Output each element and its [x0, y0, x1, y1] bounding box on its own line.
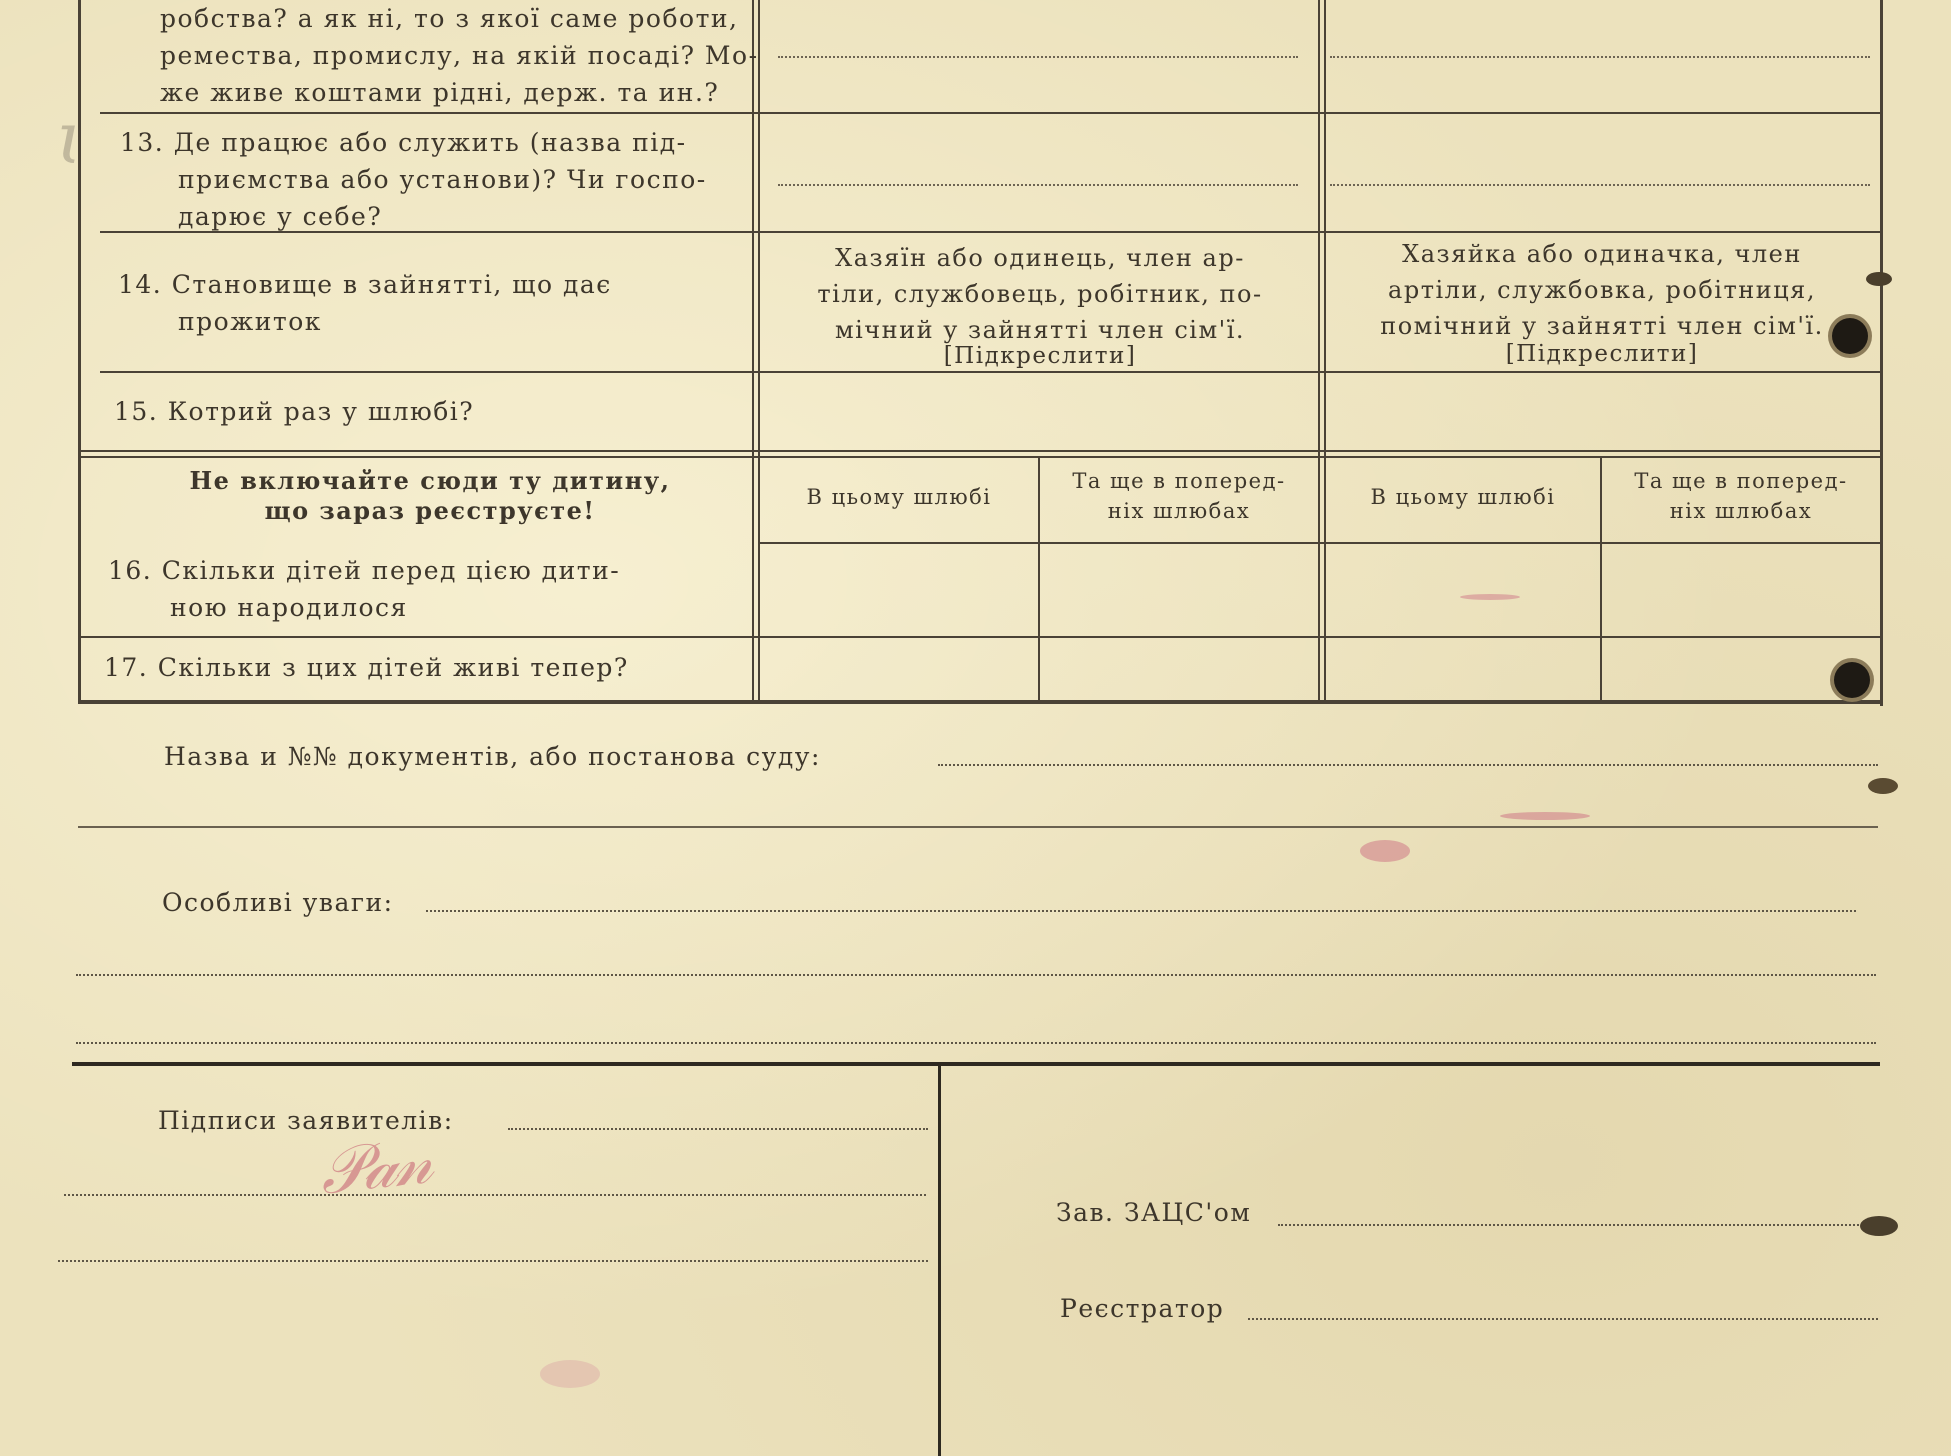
q17-male-this[interactable]	[760, 640, 1036, 698]
red-mark-2	[1500, 812, 1590, 820]
q17-label: 17. Скільки з цих дітей живі тепер?	[104, 653, 629, 682]
footer-separator	[72, 1062, 1880, 1066]
ink-spot-3	[1860, 1216, 1898, 1236]
q13-line-1: 13. Де працює або служить (назва під-	[120, 128, 687, 157]
q13-line-3: дарює у себе?	[178, 202, 383, 231]
row-rule-16	[80, 636, 1880, 638]
red-mark-4	[540, 1360, 600, 1388]
registrar-label: Реєстратор	[1060, 1294, 1225, 1323]
notes-line-2[interactable]	[76, 974, 1876, 976]
q16-line-2: ною народилося	[170, 593, 408, 622]
q16-note-line-1: Не включайте сюди ту дитину,	[189, 466, 671, 495]
female-col-prev-marriages-2: ніх шлюбах	[1669, 499, 1813, 523]
q15-label: 15. Котрий раз у шлюбі?	[114, 397, 475, 426]
q12-answer-male[interactable]	[778, 56, 1298, 58]
q12-line-3: же живе коштами рідні, держ. та ин.?	[160, 78, 720, 107]
q16-male-prev[interactable]	[1042, 546, 1316, 634]
male-col-this-marriage: В цьому шлюбі	[806, 485, 992, 509]
notes-field[interactable]	[426, 910, 1856, 912]
q14-line-1: 14. Становище в зайнятті, що дає	[118, 270, 612, 299]
q14-line-2: прожиток	[178, 307, 322, 336]
q14-female-options-3: помічний у зайнятті член сім'ї.	[1380, 312, 1824, 340]
q12-line-1: робства? а як ні, то з якої саме роботи,	[160, 4, 739, 33]
punch-hole-2	[1834, 662, 1870, 698]
table-bottom-border	[78, 700, 1883, 704]
applicant-signature: 𝒫𝒶𝓃	[316, 1124, 433, 1210]
row-rule-14	[100, 371, 1880, 373]
female-col-prev-marriages-1: Та ще в поперед-	[1634, 469, 1848, 493]
q14-female-underline-note: [Підкреслити]	[1505, 341, 1699, 367]
head-signature-field[interactable]	[1278, 1224, 1878, 1226]
q14-female-options-1: Хазяйка або одиначка, член	[1402, 240, 1802, 268]
q12-answer-female[interactable]	[1330, 56, 1870, 58]
q14-male-options-2: тіли, службовець, робітник, по-	[817, 280, 1263, 308]
q15-answer-male[interactable]	[760, 374, 1316, 448]
row-rule-15b	[80, 456, 1880, 458]
q13-line-2: приємства або установи)? Чи госпо-	[178, 165, 707, 194]
q16-line-1: 16. Скільки дітей перед цією дити-	[108, 556, 621, 585]
red-mark-1	[1360, 840, 1410, 862]
q15-answer-female[interactable]	[1326, 374, 1878, 448]
col-rule-2	[1318, 0, 1320, 700]
footer-divider	[938, 1066, 941, 1456]
row-rule-12	[100, 112, 1880, 114]
q16-female-this[interactable]	[1328, 546, 1598, 634]
male-col-prev-marriages-1: Та ще в поперед-	[1072, 469, 1286, 493]
q14-male-underline-note: [Підкреслити]	[943, 343, 1137, 369]
male-col-prev-marriages-2: ніх шлюбах	[1107, 499, 1251, 523]
red-mark-3	[1460, 594, 1520, 600]
q16-note-line-2: що зараз реєструєте!	[264, 496, 596, 525]
notes-line-3[interactable]	[76, 1042, 1876, 1044]
ink-spot-2	[1868, 778, 1898, 794]
female-col-this-marriage: В цьому шлюбі	[1370, 485, 1556, 509]
head-label: Зав. ЗАЦС'ом	[1056, 1198, 1252, 1227]
q16-female-prev[interactable]	[1604, 546, 1878, 634]
ink-spot-1	[1866, 272, 1892, 286]
q17-male-prev[interactable]	[1042, 640, 1316, 698]
documents-label: Назва и №№ документів, або постанова суду:	[164, 742, 821, 771]
q12-line-2: ремества, промислу, на якій посаді? Мо-	[160, 41, 759, 70]
registrar-signature-field[interactable]	[1248, 1318, 1878, 1320]
q16-male-this[interactable]	[760, 546, 1036, 634]
documents-field[interactable]	[938, 764, 1878, 766]
notes-label: Особливі уваги:	[162, 888, 394, 917]
col-rule-2b	[1324, 0, 1326, 700]
punch-hole-1	[1832, 318, 1868, 354]
row-rule-16h	[758, 542, 1880, 544]
q14-male-options-1: Хазяїн або одинець, член ар-	[835, 244, 1245, 272]
q13-answer-male[interactable]	[778, 184, 1298, 186]
margin-pencil-mark: ɩ	[56, 96, 85, 180]
documents-line-2[interactable]	[78, 826, 1878, 828]
signatures-line-2[interactable]	[64, 1194, 926, 1196]
q14-male-options-3: мічний у зайнятті член сім'ї.	[834, 316, 1246, 344]
q13-answer-female[interactable]	[1330, 184, 1870, 186]
table-right-border	[1880, 0, 1883, 706]
signatures-field[interactable]	[508, 1128, 928, 1130]
signatures-line-3[interactable]	[58, 1260, 928, 1262]
q17-female-this[interactable]	[1328, 640, 1598, 698]
row-rule-15	[80, 450, 1880, 452]
col-rule-1	[752, 0, 754, 700]
signatures-label: Підписи заявителів:	[158, 1106, 454, 1135]
q14-female-options-2: артіли, службовка, робітниця,	[1388, 276, 1816, 304]
